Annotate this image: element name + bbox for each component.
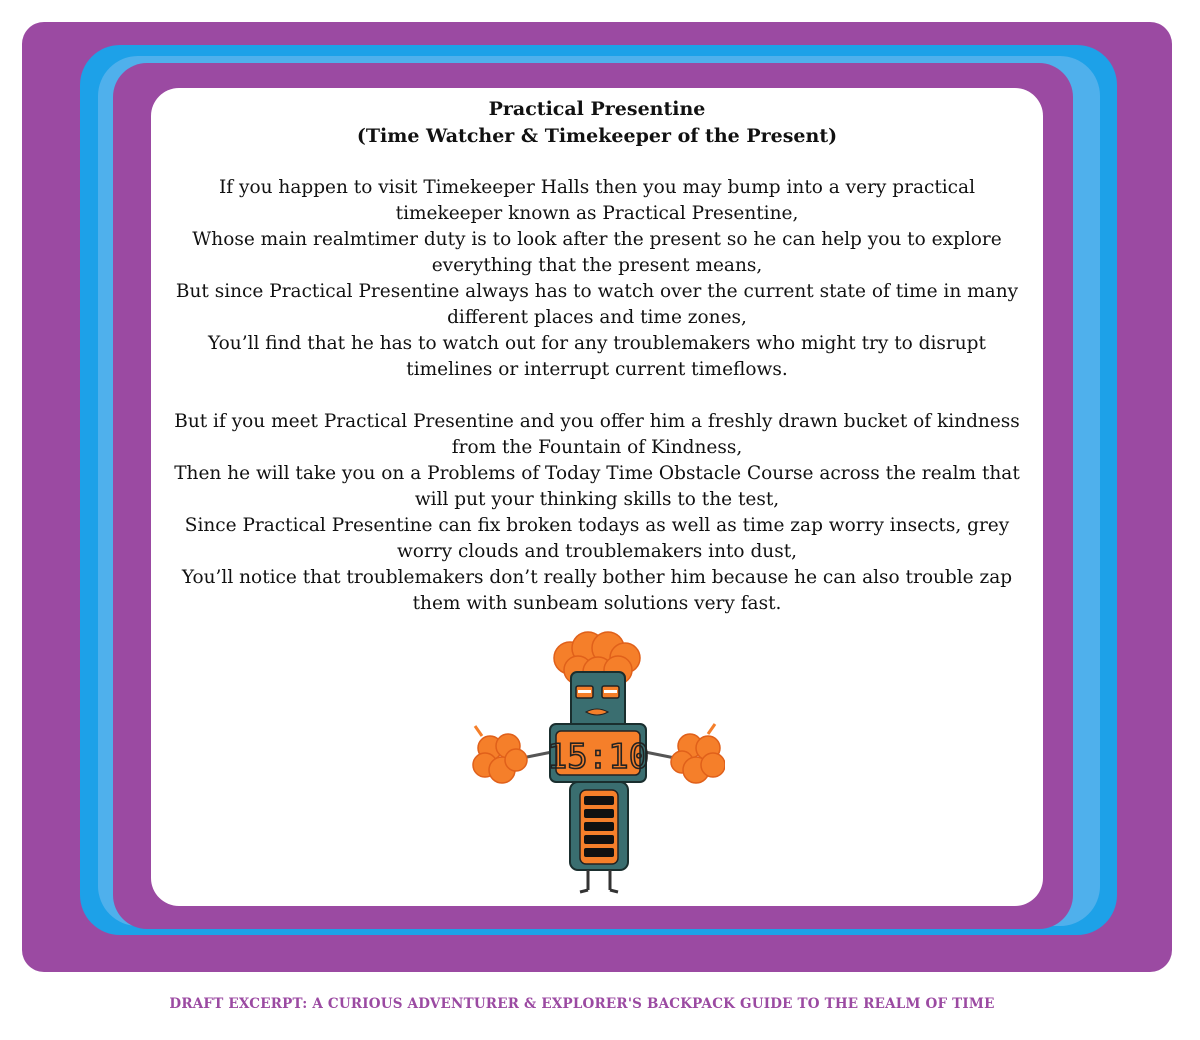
page-subtitle: (Time Watcher & Timekeeper of the Present): [356, 125, 838, 147]
paragraph-line: But if you meet Practical Presentine and you offer him a freshly drawn bucket of kindness from the Fountain of Kindness,: [174, 411, 1020, 458]
paragraph-2: [168, 409, 1026, 617]
clock-time: 15:10: [546, 737, 650, 777]
page-title: Practical Presentine: [488, 98, 706, 120]
page-title-block: [151, 96, 1043, 150]
right-arm: [645, 752, 675, 758]
footer-caption: DRAFT EXCERPT: A CURIOUS ADVENTURER & EXPLORER'S BACKPACK GUIDE TO THE REALM OF TIME: [169, 996, 995, 1012]
paragraph-line: Whose main realmtimer duty is to look after the present so he can help you to explore everything that the present means,: [192, 229, 1002, 276]
paragraph-line: But since Practical Presentine always has to watch over the current state of time in many different places and time zones,: [175, 281, 1019, 328]
paragraph-line: You’ll find that he has to watch out for any troublemakers who might try to disrupt timelines or interrupt current timeflows.: [208, 333, 986, 380]
paragraph-line: Since Practical Presentine can fix broken todays as well as time zap worry insects, grey worry clouds and troublemakers into dust,: [184, 515, 1010, 562]
right-pompom-icon: [671, 734, 725, 783]
paragraph-line: You’ll notice that troublemakers don’t really bother him because he can also trouble zap them with sunbeam solutions very fast.: [181, 567, 1013, 614]
paragraph-line: If you happen to visit Timekeeper Halls then you may bump into a very practical timekeeper known as Practical Presentine,: [219, 177, 975, 224]
presentine-character-illustration: [470, 628, 725, 898]
legs: [580, 870, 618, 892]
paragraph-1: [168, 175, 1026, 383]
paragraph-line: Then he will take you on a Problems of Today Time Obstacle Course across the realm that will put your thinking skills to the test,: [174, 463, 1020, 510]
left-pompom-icon: [473, 734, 527, 783]
